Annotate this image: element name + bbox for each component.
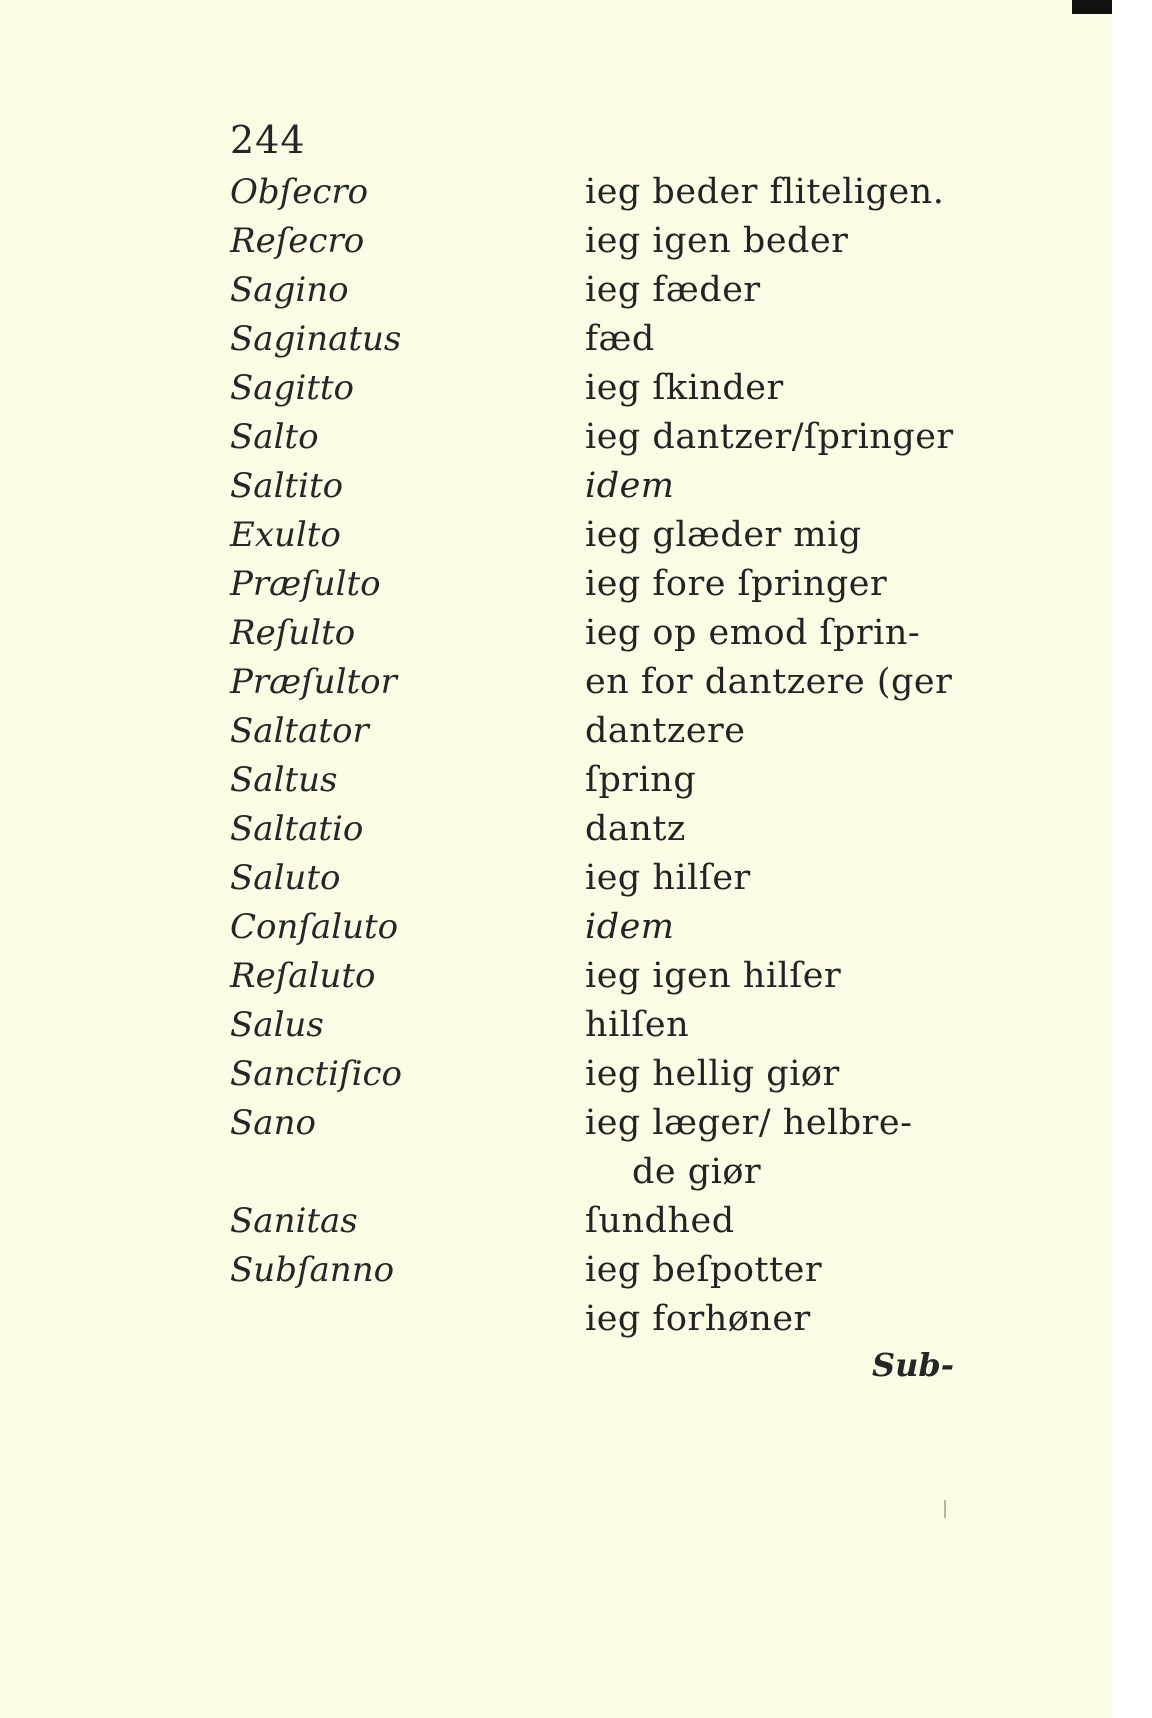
latin-entry: Conſaluto [230, 907, 399, 947]
danish-entry: dantz [585, 809, 686, 849]
danish-entry: idem [585, 466, 675, 506]
scan-margin [1112, 0, 1152, 1718]
danish-entry: idem [585, 907, 675, 947]
danish-entry: ieg hellig giør [585, 1054, 840, 1094]
latin-entry: Sagitto [230, 368, 354, 408]
latin-entry: Saltator [230, 711, 369, 751]
latin-entry: Reſulto [230, 613, 356, 653]
danish-entry: ſpring [585, 760, 697, 800]
danish-entry: en for dantzere (ger [585, 662, 953, 702]
latin-entry: Reſecro [230, 221, 365, 261]
latin-entry: Saltus [230, 760, 338, 800]
danish-entry: ieg glæder mig [585, 515, 862, 555]
scan-corner-mark [1072, 0, 1112, 14]
danish-entry: dantzere [585, 711, 746, 751]
latin-entry: Præſultor [230, 662, 397, 702]
latin-entry: Salto [230, 417, 319, 457]
danish-entry-continuation: de giør [632, 1152, 762, 1192]
latin-entry: Salus [230, 1005, 324, 1045]
latin-entry: Subſanno [230, 1250, 395, 1290]
danish-entry: ieg beder fliteligen. [585, 172, 945, 212]
danish-entry: hilſen [585, 1005, 690, 1045]
danish-entry: ſundhed [585, 1201, 735, 1241]
danish-entry: ieg igen hilſer [585, 956, 842, 996]
latin-entry: Saltatio [230, 809, 364, 849]
danish-entry: fæd [585, 319, 655, 359]
latin-entry: Sanctiſico [230, 1054, 403, 1094]
page-number: 244 [230, 118, 306, 162]
latin-entry: Obſecro [230, 172, 369, 212]
danish-entry: ieg forhøner [585, 1299, 811, 1339]
danish-entry: ieg igen beder [585, 221, 849, 261]
danish-entry: ieg ſkinder [585, 368, 784, 408]
latin-entry: Præſulto [230, 564, 381, 604]
latin-entry: Sanitas [230, 1201, 358, 1241]
latin-entry: Saginatus [230, 319, 402, 359]
danish-entry: ieg beſpotter [585, 1250, 823, 1290]
paper-speck [944, 1500, 946, 1518]
latin-entry: Saluto [230, 858, 341, 898]
danish-entry: ieg fæder [585, 270, 761, 310]
catchword: Sub- [872, 1346, 955, 1384]
latin-entry: Exulto [230, 515, 341, 555]
latin-entry: Sano [230, 1103, 316, 1143]
danish-entry: ieg dantzer/ſpringer [585, 417, 954, 457]
latin-entry: Reſaluto [230, 956, 376, 996]
danish-entry: ieg læger/ helbre- [585, 1103, 913, 1143]
danish-entry: ieg fore ſpringer [585, 564, 888, 604]
danish-entry: ieg op emod ſprin- [585, 613, 921, 653]
latin-entry: Sagino [230, 270, 349, 310]
latin-entry: Saltito [230, 466, 344, 506]
danish-entry: ieg hilſer [585, 858, 751, 898]
